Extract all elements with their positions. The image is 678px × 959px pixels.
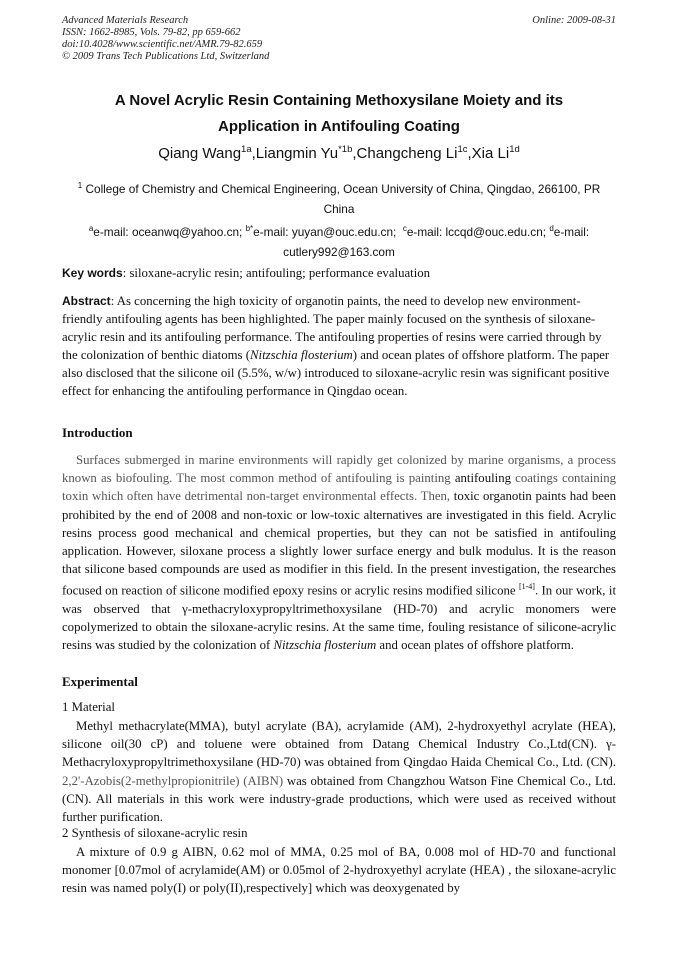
- intro-text-grey-2: coatings containing toxin which often have detrimental non-target environmental effects. Then,: [62, 471, 616, 504]
- author-sup: *1b: [338, 144, 353, 155]
- keywords: [62, 266, 616, 281]
- intro-text-grey: Surfaces submerged in marine environments will rapidly get colonized by marine organisms, a process known as biofouling. The most common method of antifouling is painting: [62, 453, 616, 486]
- keywords-label: Key words: [62, 266, 123, 280]
- title-line-2: Application in Antifouling Coating: [218, 118, 460, 135]
- intro-text-end-2: and ocean plates of offshore platform.: [376, 638, 574, 653]
- synthesis-paragraph: A mixture of 0.9 g AIBN, 0.62 mol of MMA, 0.25 mol of BA, 0.008 mol of HD-70 and functional monomer [0.07mol of acrylamide(AM) or 0.05mol of 2-hydroxyethyl acrylate (HEA) , the siloxane-acrylic resin was named poly(I) or poly(II),respectively] which was deoxygenated by: [62, 845, 616, 896]
- author-sup: 1a: [241, 144, 252, 155]
- intro-text-end-1: . In our work, it was observed that γ-methacryloxypropyltrimethoxysilane (HD-70) and acrylic monomers were copolymerized to obtain the siloxane-acrylic resins. At the same time, fouling resistance of silicone-acrylic resins was studied by the colonization of: [62, 583, 617, 653]
- email-sup: c: [402, 224, 407, 233]
- copyright: © 2009 Trans Tech Publications Ltd, Switzerland: [62, 51, 270, 62]
- subsection-material: 1 Material: [62, 700, 115, 714]
- journal-name: Advanced Materials Research: [62, 15, 189, 26]
- email-sup: b*: [245, 224, 254, 233]
- affiliation-sup: 1: [77, 181, 83, 190]
- experimental-heading: Experimental: [62, 674, 138, 689]
- material-text-b: was obtained from Changzhou Watson Fine Chemical Co., Ltd. (CN). All materials in this work were industry-grade productions, which were used as received without further purification.: [62, 773, 616, 825]
- author-list: Qiang Wang$^{1a}$,Liangmin $Yu^{*1b},Changcheng$ $Li^{1c},Xia$ $Li^{1d}$: [158, 144, 520, 162]
- affiliation-text: College of Chemistry and Chemical Engineering, Ocean University of China, Qingdao, 266100, PR China: [85, 181, 601, 216]
- intro-text-main: toxic organotin paints had been prohibited by the end of 2008 and non-toxic or low-toxic alternatives are investigated in this field. Acrylic resins process good mechanical and chemical properties, but they can not be satisfied in antifouling application. However, siloxane process a slightly lower surface energy and bulk modulus. It is the reason that silicone based compounds are used as modifier in this field. In the present investigation, the researches focused on reaction of silicone modified epoxy resins or acrylic resins modified silicone: [62, 489, 616, 598]
- issn: ISSN: 1662-8985, Vols. 79-82, pp 659-662: [62, 27, 241, 38]
- species-name: Nitzschia flosterium: [273, 638, 377, 653]
- email-list: [62, 219, 616, 262]
- intro-text-black: antifouling: [454, 471, 511, 486]
- author-name: Liangmin Yu: [255, 145, 339, 162]
- material-paragraph: [62, 717, 616, 826]
- species-name: Nitzschia flosterium: [250, 348, 353, 362]
- doi: doi:10.4028/www.scientific.net/AMR.79-82.659: [62, 39, 263, 50]
- author-sup: 1d: [509, 144, 520, 155]
- email-link[interactable]: e-mail: yuyan@ouc.edu.cn;: [253, 224, 397, 239]
- email-sup: a: [88, 224, 94, 233]
- paper-title: [62, 88, 616, 140]
- author-name: Xia Li: [471, 145, 510, 162]
- email-sup: d: [549, 224, 554, 233]
- journal-header: [62, 15, 269, 63]
- keywords-text: : siloxane-acrylic resin; antifouling; performance evaluation: [122, 266, 431, 280]
- abstract-label: Abstract: [62, 294, 111, 308]
- abstract-text-2: ) and ocean plates of offshore platform. The paper also disclosed that the silicone oil (5.5%, w/w) introduced to siloxane-acrylic resin was significant positive effect for enhancing the antifouling performance in Qingdao ocean.: [62, 348, 610, 398]
- title-line-1: A Novel Acrylic Resin Containing Methoxysilane Moiety and its: [114, 92, 564, 109]
- material-text-grey: 2,2'-Azobis(2-methylpropionitrile) (AIBN): [62, 773, 284, 788]
- affiliation: [62, 176, 616, 219]
- author-sup: 1c: [457, 144, 468, 155]
- subsection-synthesis: 2 Synthesis of siloxane-acrylic resin: [62, 826, 248, 840]
- author-name: Qiang Wang: [158, 145, 242, 162]
- introduction-heading: Introduction: [62, 425, 133, 440]
- abstract-text-1: : As concerning the high toxicity of organotin paints, the need to develop new environment-friendly antifouling agents has been highlighted. The paper mainly focused on the synthesis of siloxane-acrylic resin and its antifouling performance. The antifouling properties of resins were carried through by the colonization of benthic diatoms (: [62, 294, 602, 362]
- introduction-paragraph: [62, 451, 616, 655]
- online-date: Online: 2009-08-31: [532, 15, 616, 26]
- abstract: [62, 292, 616, 400]
- email-link[interactable]: e-mail: lccqd@ouc.edu.cn;: [406, 224, 547, 239]
- material-text-a: Methyl methacrylate(MMA), butyl acrylate (BA), acrylamide (AM), 2-hydroxyethyl acrylate (HEA), silicone oil(30 cP) and toluene were obtained from Datang Chemical Industry Co.,Ltd(CN). γ-Methacryloxypropyltrimethoxysilane (HD-70) was obtained from Qingdao Haida Chemical Co., Ltd. (CN).: [62, 719, 616, 770]
- author-name: Changcheng Li: [356, 145, 458, 162]
- email-link[interactable]: e-mail: oceanwq@yahoo.cn;: [93, 224, 243, 239]
- email-link[interactable]: e-mail: cutlery992@163.com: [283, 224, 590, 259]
- citation-ref[interactable]: [1-4]: [518, 582, 535, 592]
